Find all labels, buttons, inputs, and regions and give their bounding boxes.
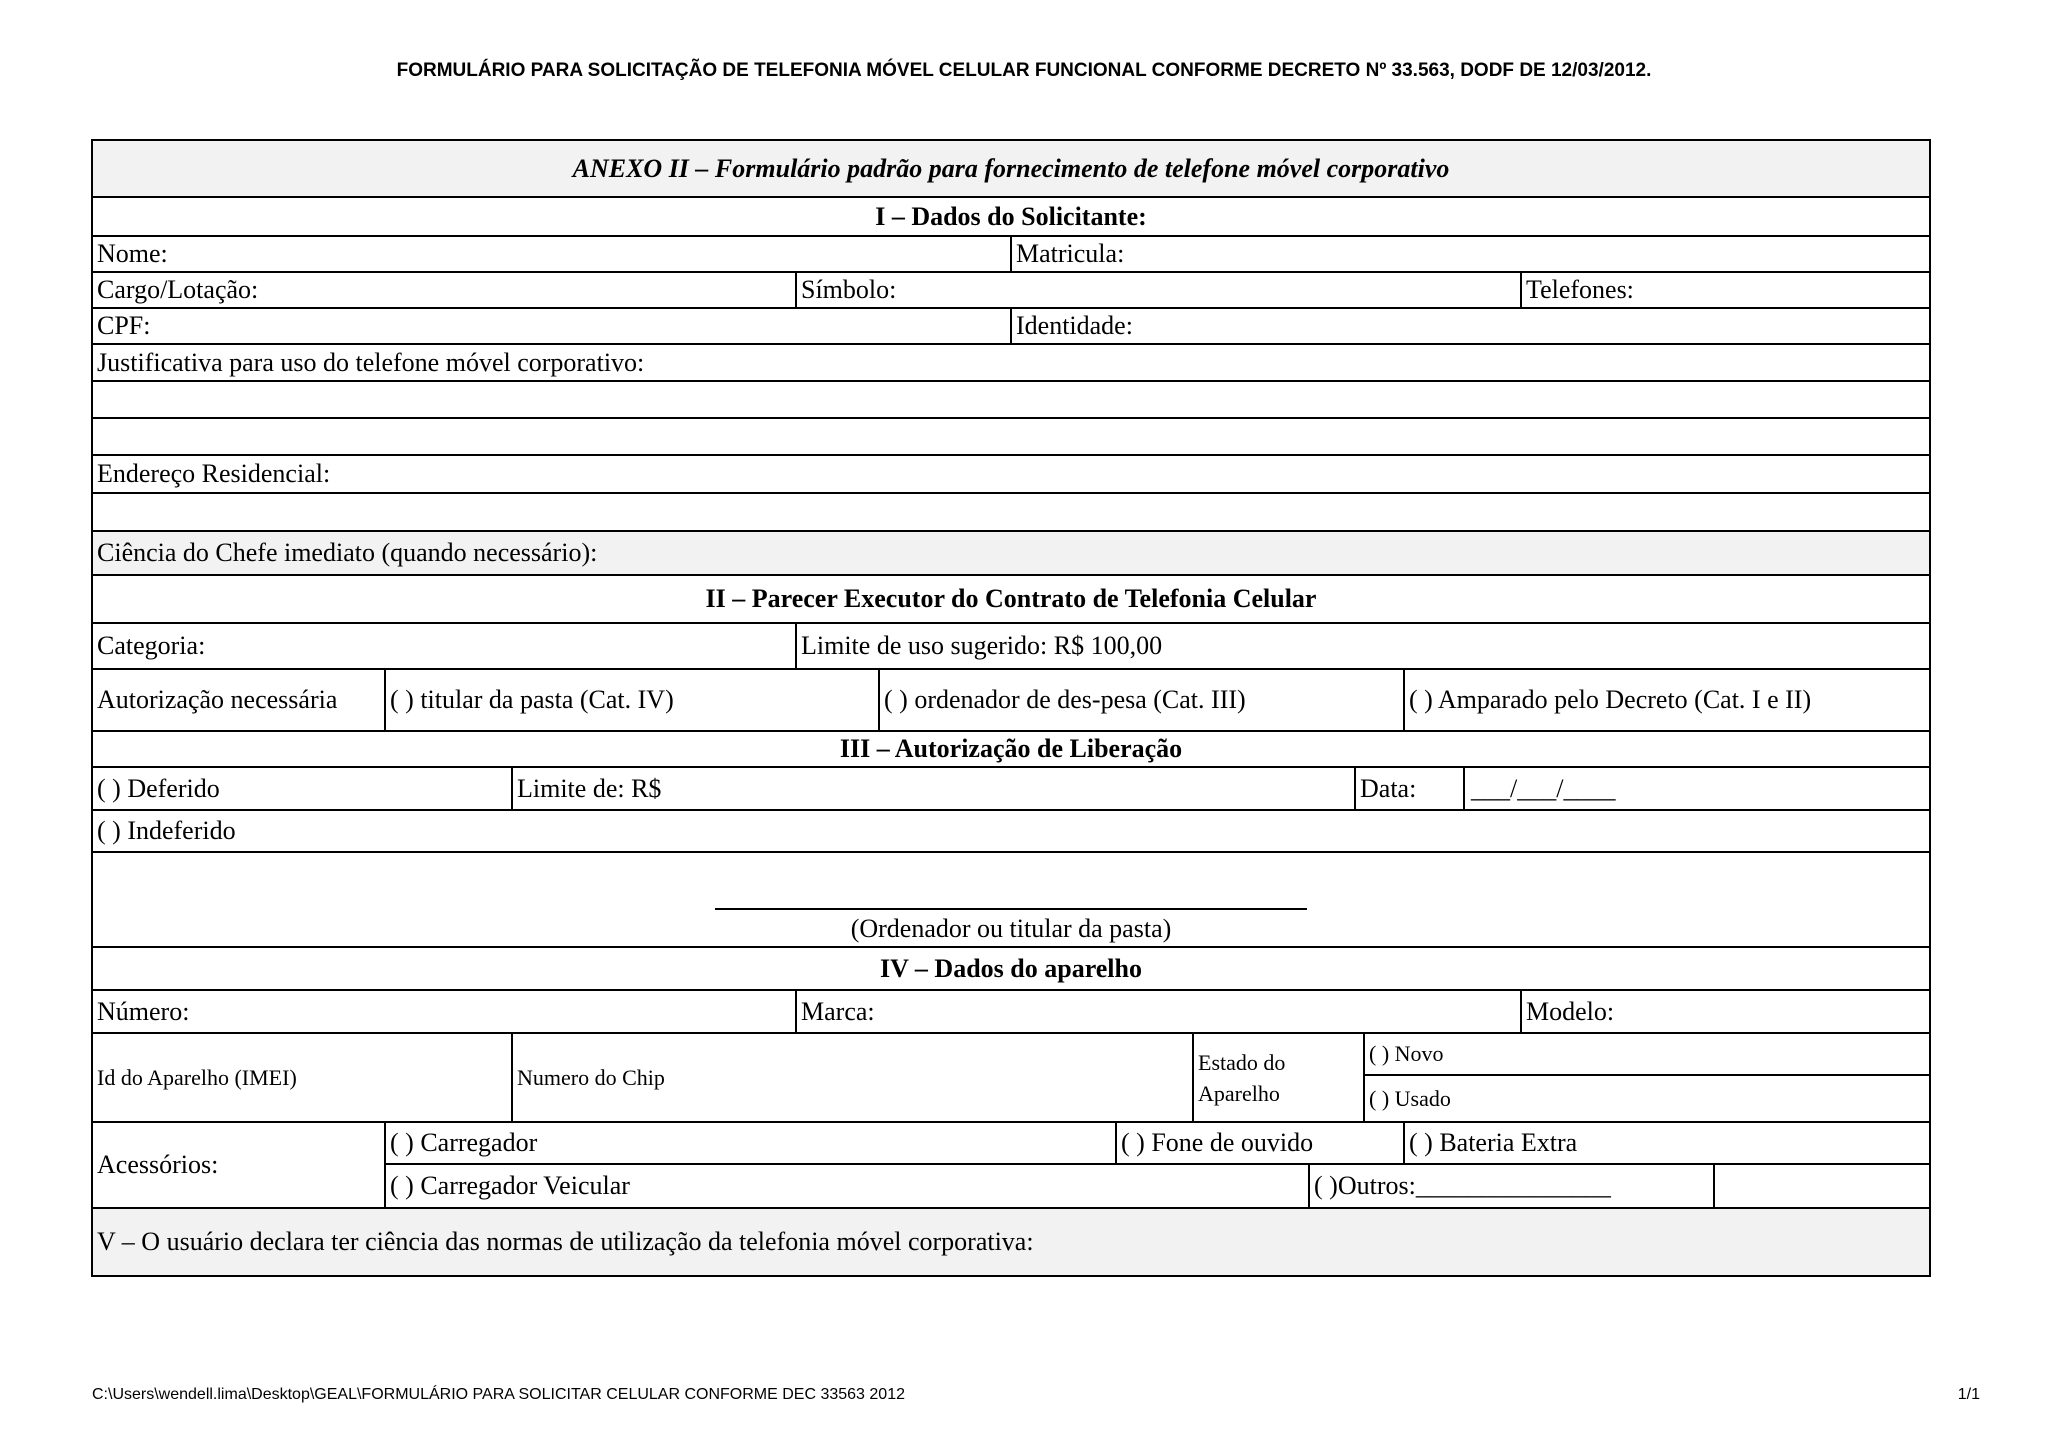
signature-area[interactable] bbox=[93, 853, 1929, 946]
footer-file-path: C:\Users\wendell.lima\Desktop\GEAL\FORMULÁRIO PARA SOLICITAR CELULAR CONFORME DEC 33563 2012 bbox=[92, 1386, 905, 1403]
acessorios-label: Acessórios: bbox=[93, 1123, 386, 1207]
option-carregador-veicular[interactable]: ( ) Carregador Veicular bbox=[386, 1165, 1310, 1207]
autorizacao-label: Autorização necessária bbox=[93, 670, 386, 730]
imei-row bbox=[93, 1034, 1929, 1123]
telefones-field[interactable]: Telefones: bbox=[1526, 275, 1634, 304]
section1-heading: I – Dados do Solicitante: bbox=[875, 201, 1147, 231]
annex-title-row bbox=[93, 141, 1929, 198]
option-novo[interactable]: ( ) Novo bbox=[1365, 1034, 1929, 1076]
data-field[interactable] bbox=[1465, 768, 1929, 809]
request-form bbox=[91, 139, 1931, 1277]
section4-heading-row bbox=[93, 948, 1929, 991]
autorizacao-row bbox=[93, 670, 1929, 732]
data-value: ___/___/____ bbox=[1471, 773, 1616, 803]
justificativa-line-2[interactable] bbox=[93, 419, 1929, 456]
section3-heading: III – Autorização de Liberação bbox=[839, 734, 1183, 763]
endereco-label: Endereço Residencial: bbox=[97, 459, 331, 488]
justificativa-row bbox=[93, 345, 1929, 382]
option-deferido[interactable]: ( ) Deferido bbox=[93, 768, 513, 809]
option-fone-ouvido[interactable]: ( ) Fone de ouvido bbox=[1117, 1123, 1405, 1163]
data-label: Data: bbox=[1356, 768, 1465, 809]
identidade-field[interactable]: Identidade: bbox=[1016, 311, 1133, 340]
ciencia-label: Ciência do Chefe imediato (quando necessário): bbox=[97, 538, 598, 567]
section3-heading-row bbox=[93, 732, 1929, 768]
categoria-row bbox=[93, 624, 1929, 670]
page-title: FORMULÁRIO PARA SOLICITAÇÃO DE TELEFONIA MÓVEL CELULAR FUNCIONAL CONFORME DECRETO Nº 33.563, DODF DE 12/03/2012. bbox=[396, 60, 1652, 81]
justificativa-line-1[interactable] bbox=[93, 382, 1929, 419]
signature-row bbox=[93, 853, 1929, 948]
cpf-field[interactable]: CPF: bbox=[93, 309, 1012, 343]
ciencia-row bbox=[93, 532, 1929, 576]
cpf-row bbox=[93, 309, 1929, 345]
section5-row bbox=[93, 1209, 1929, 1275]
signature-line bbox=[715, 908, 1307, 910]
numero-field[interactable]: Número: bbox=[93, 991, 797, 1032]
option-usado[interactable]: ( ) Usado bbox=[1369, 1085, 1451, 1111]
option-carregador[interactable]: ( ) Carregador bbox=[386, 1123, 1117, 1163]
justificativa-label: Justificativa para uso do telefone móvel corporativo: bbox=[97, 347, 645, 377]
section2-heading: II – Parecer Executor do Contrato de Telefonia Celular bbox=[705, 584, 1317, 613]
acessorios-row bbox=[93, 1123, 1929, 1209]
indeferido-row bbox=[93, 811, 1929, 853]
modelo-field[interactable]: Modelo: bbox=[1526, 996, 1615, 1026]
option-bateria-extra[interactable]: ( ) Bateria Extra bbox=[1409, 1128, 1578, 1157]
endereco-line[interactable] bbox=[93, 494, 1929, 532]
imei-field[interactable]: Id do Aparelho (IMEI) bbox=[93, 1034, 513, 1121]
simbolo-field[interactable]: Símbolo: bbox=[797, 273, 1522, 307]
acessorios-line-1 bbox=[386, 1123, 1929, 1165]
chip-field[interactable]: Numero do Chip bbox=[513, 1034, 1194, 1121]
limite-sugerido: Limite de uso sugerido: R$ 100,00 bbox=[801, 631, 1163, 660]
option-indeferido[interactable]: ( ) Indeferido bbox=[97, 816, 236, 845]
endereco-row bbox=[93, 456, 1929, 494]
option-titular-pasta[interactable]: ( ) titular da pasta (Cat. IV) bbox=[386, 670, 880, 730]
section2-heading-row bbox=[93, 576, 1929, 624]
estado-label-line2: Aparelho bbox=[1198, 1080, 1280, 1106]
signature-caption: (Ordenador ou titular da pasta) bbox=[850, 914, 1172, 943]
cargo-field[interactable]: Cargo/Lotação: bbox=[93, 273, 797, 307]
estado-label-line1: Estado do bbox=[1198, 1049, 1286, 1075]
outros-extra-cell[interactable] bbox=[1715, 1165, 1929, 1207]
acessorios-line-2 bbox=[386, 1165, 1929, 1207]
deferido-row bbox=[93, 768, 1929, 811]
option-ordenador-despesa[interactable]: ( ) ordenador de des-pesa (Cat. III) bbox=[880, 670, 1405, 730]
annex-title: ANEXO II – Formulário padrão para fornecimento de telefone móvel corporativo bbox=[572, 153, 1450, 183]
nome-row bbox=[93, 237, 1929, 273]
estado-label bbox=[1194, 1034, 1365, 1121]
option-outros[interactable]: ( )Outros:_______________ bbox=[1310, 1165, 1715, 1207]
categoria-field[interactable]: Categoria: bbox=[93, 624, 797, 668]
footer-page-number: 1/1 bbox=[1957, 1386, 1980, 1403]
cargo-row bbox=[93, 273, 1929, 309]
section1-heading-row bbox=[93, 198, 1929, 237]
section4-heading: IV – Dados do aparelho bbox=[880, 953, 1142, 983]
aparelho-row bbox=[93, 991, 1929, 1034]
nome-field[interactable]: Nome: bbox=[93, 237, 1012, 271]
marca-field[interactable]: Marca: bbox=[797, 991, 1522, 1032]
section5-declaration: V – O usuário declara ter ciência das normas de utilização da telefonia móvel corporativa: bbox=[97, 1227, 1034, 1256]
matricula-field[interactable]: Matricula: bbox=[1016, 239, 1125, 268]
option-amparado-decreto[interactable]: ( ) Amparado pelo Decreto (Cat. I e II) bbox=[1409, 685, 1812, 714]
acessorios-options bbox=[386, 1123, 1929, 1207]
estado-options bbox=[1365, 1034, 1929, 1121]
limite-field[interactable]: Limite de: R$ bbox=[513, 768, 1356, 809]
